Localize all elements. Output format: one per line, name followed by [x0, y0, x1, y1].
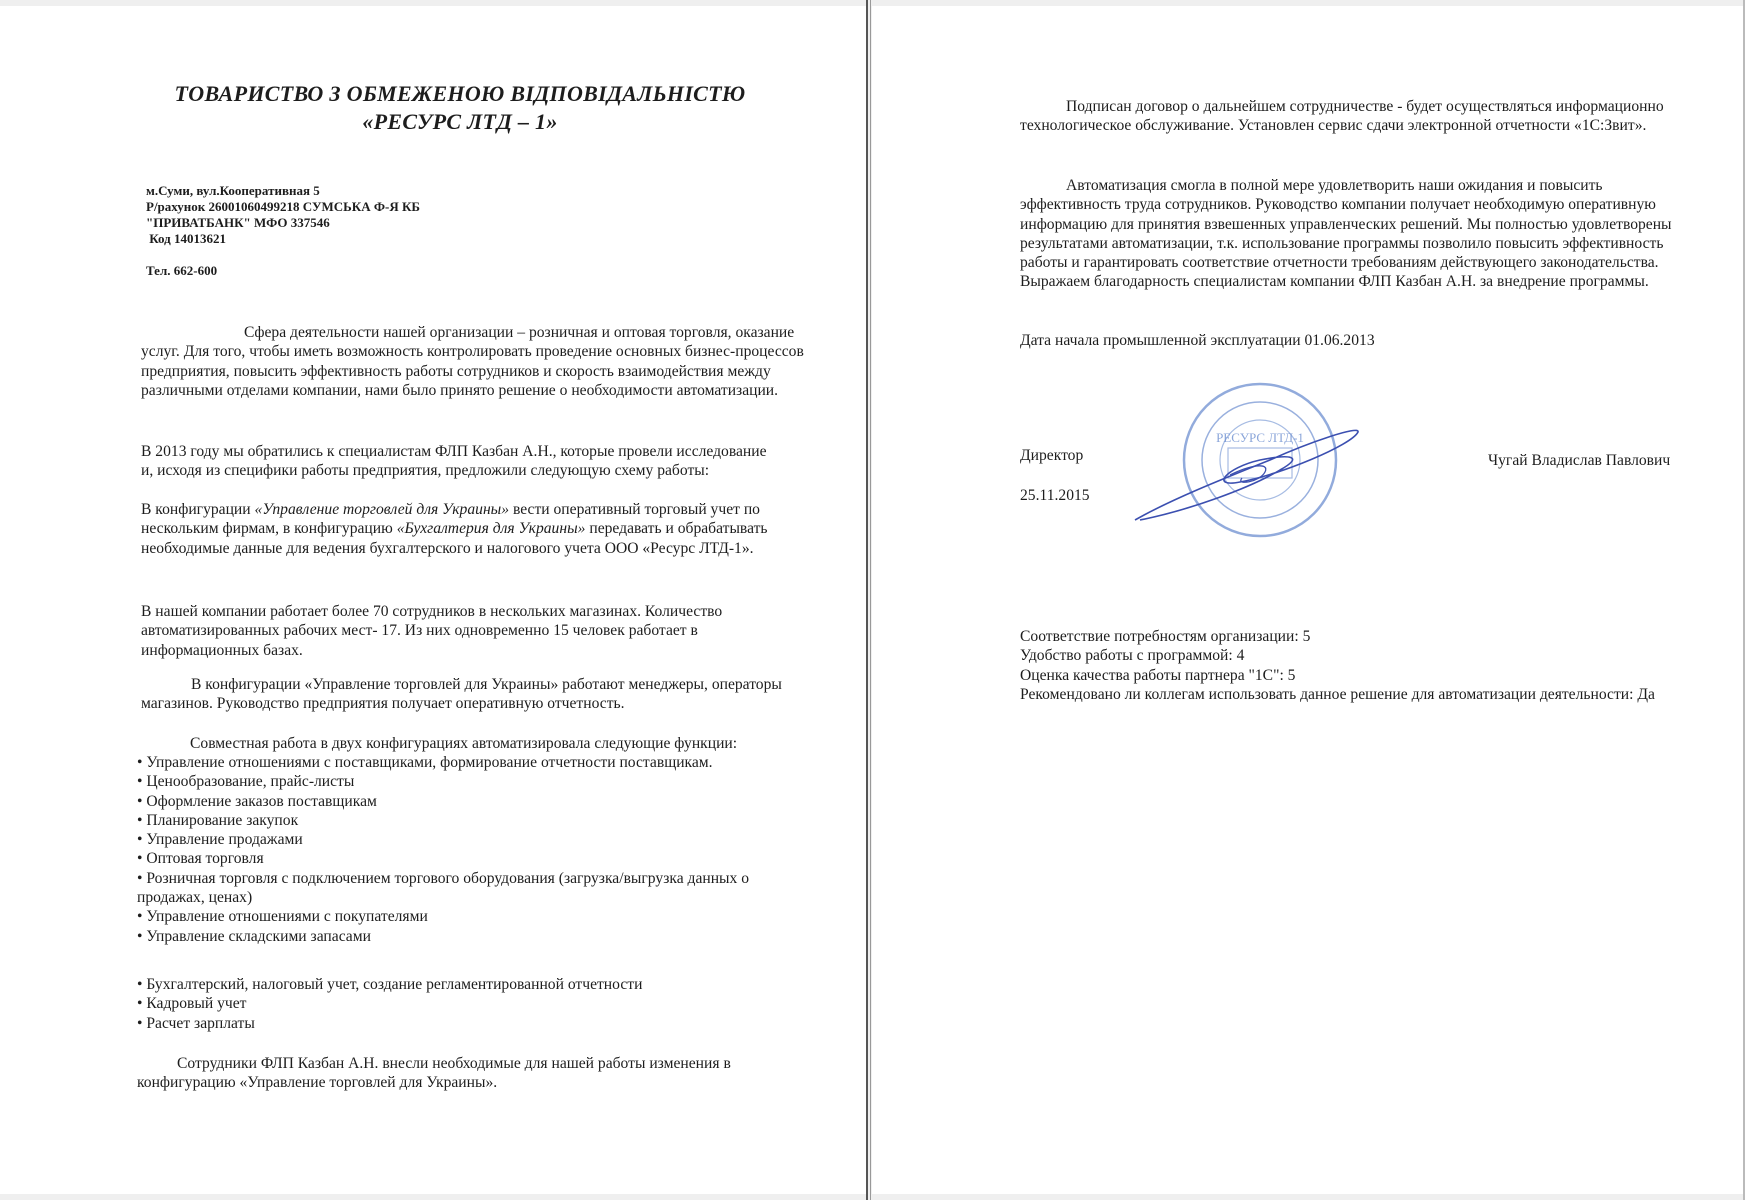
accounting-functions-list: [137, 975, 817, 1033]
list-item: • Управление отношениями с покупателями: [137, 907, 817, 926]
paragraph-results: Автоматизация смогла в полной мере удовлетворить наши ожидания и повысить эффективность труда сотрудников. Руководство компании получает необходимую оперативную информацию для принятия взвешенных управленческих решений. Мы полностью удовлетворены результатами автоматизации, т.к. использование программы позволило повысить эффективность работы и гарантировать соответствие отчетности требованиям действующего законодательства. Выражаем благодарность специалистам компании ФЛП Казбан А.Н. за внедрение программы.: [1020, 177, 1672, 291]
list-item: • Ценообразование, прайс-листы: [137, 772, 817, 791]
scheme-text-2: вести оперативный торговый учет по нескольким фирмам, в конфигурацию: [141, 501, 760, 538]
signature-stroke: [1135, 430, 1358, 520]
paragraph-staff: В нашей компании работает более 70 сотрудников в нескольких магазинах. Количество автоматизированных рабочих мест- 17. Из них одновременно 15 человек работает в информационных базах.: [141, 603, 723, 659]
stamp-text: РЕСУРС ЛТД-1: [1216, 430, 1304, 445]
requisite-account: Р/рахунок 26001060499218 СУМСЬКА Ф-Я КБ: [146, 199, 420, 214]
rating-partner-quality: Оценка качества работы партнера "1С": 5: [1020, 666, 1296, 684]
list-item: • Оптовая торговля: [137, 849, 817, 868]
list-item: • Оформление заказов поставщикам: [137, 792, 817, 811]
company-title-line1: ТОВАРИСТВО З ОБМЕЖЕНОЮ ВІДПОВІДАЛЬНІСТЮ: [174, 81, 746, 106]
list-item: • Планирование закупок: [137, 811, 817, 830]
paragraph-partner: В 2013 году мы обратились к специалистам ФЛП Казбан А.Н., которые провели исследование и, исходя из специфики работы предприятия, предложили следующую схему работы:: [141, 443, 767, 480]
director-label: Директор: [1020, 447, 1084, 464]
paragraph-contract: Подписан договор о дальнейшем сотрудничестве - будет осуществляться информационно технологическое обслуживание. Установлен сервис сдачи электронной отчетности «1С:Звит».: [1020, 98, 1664, 135]
config-trade-name: «Управление торговлей для Украины»: [254, 501, 510, 518]
list-item: • Управление складскими запасами: [137, 927, 817, 946]
scheme-text-3: передавать и обрабатывать необходимые данные для ведения бухгалтерского и налогового учета ООО «Ресурс ЛТД-1».: [141, 520, 768, 557]
paragraph-functions-intro: Совместная работа в двух конфигурациях автоматизировала следующие функции:: [190, 735, 738, 752]
page-divider-shadow: [870, 0, 871, 1200]
rating-usability: Удобство работы с программой: 4: [1020, 647, 1245, 665]
requisite-address: м.Суми, вул.Кооперативная 5: [146, 183, 320, 198]
requisite-code: Код 14013621: [146, 231, 226, 246]
requisite-bank: "ПРИВАТБАНК" МФО 337546: [146, 215, 330, 230]
list-item: • Розничная торговля с подключением торгового оборудования (загрузка/выгрузка данных о продажах, ценах): [137, 869, 807, 908]
director-signature: [1130, 420, 1370, 530]
list-item: • Кадровый учет: [137, 994, 817, 1013]
list-item: • Расчет зарплаты: [137, 1014, 817, 1033]
paragraph-config-users: В конфигурации «Управление торговлей для Украины» работают менеджеры, операторы магазинов. Руководство предприятия получает оперативную отчетность.: [141, 676, 782, 713]
list-item: • Управление продажами: [137, 830, 817, 849]
scheme-text-1: В конфигурации: [141, 501, 255, 518]
config-accounting-name: «Бухгалтерия для Украины»: [396, 520, 586, 538]
paragraph-scheme: [141, 500, 806, 558]
list-item: • Управление отношениями с поставщиками, формирование отчетности поставщикам.: [137, 753, 817, 772]
paragraph-modifications: Сотрудники ФЛП Казбан А.Н. внесли необходимые для нашей работы изменения в конфигурацию «Управление торговлей для Украины».: [137, 1055, 731, 1092]
ratings-block: [1020, 627, 1660, 704]
company-title-line2: «РЕСУРС ЛТД – 1»: [362, 109, 558, 134]
list-item: • Бухгалтерский, налоговый учет, создание регламентированной отчетности: [137, 975, 817, 994]
start-date: Дата начала промышленной эксплуатации 01.06.2013: [1020, 332, 1375, 349]
signature-date: 25.11.2015: [1020, 487, 1090, 504]
rating-fit: Соответствие потребностям организации: 5: [1020, 628, 1311, 645]
director-name: Чугай Владислав Павлович: [1488, 452, 1671, 469]
rating-recommendation: Рекомендовано ли коллегам использовать данное решение для автоматизации деятельности: Да: [1020, 685, 1655, 703]
paragraph-activity: Сфера деятельности нашей организации – розничная и оптовая торговля, оказание услуг. Для того, чтобы иметь возможность контролировать проведение основных бизнес-процессов предприятия, повысить эффективность работы сотрудников и скорость взаимодействия между различными отделами компании, нами было принято решение о необходимости автоматизации.: [141, 324, 804, 399]
functions-list: [137, 753, 817, 946]
company-phone: Тел. 662-600: [146, 263, 218, 278]
page-divider: [866, 0, 868, 1200]
